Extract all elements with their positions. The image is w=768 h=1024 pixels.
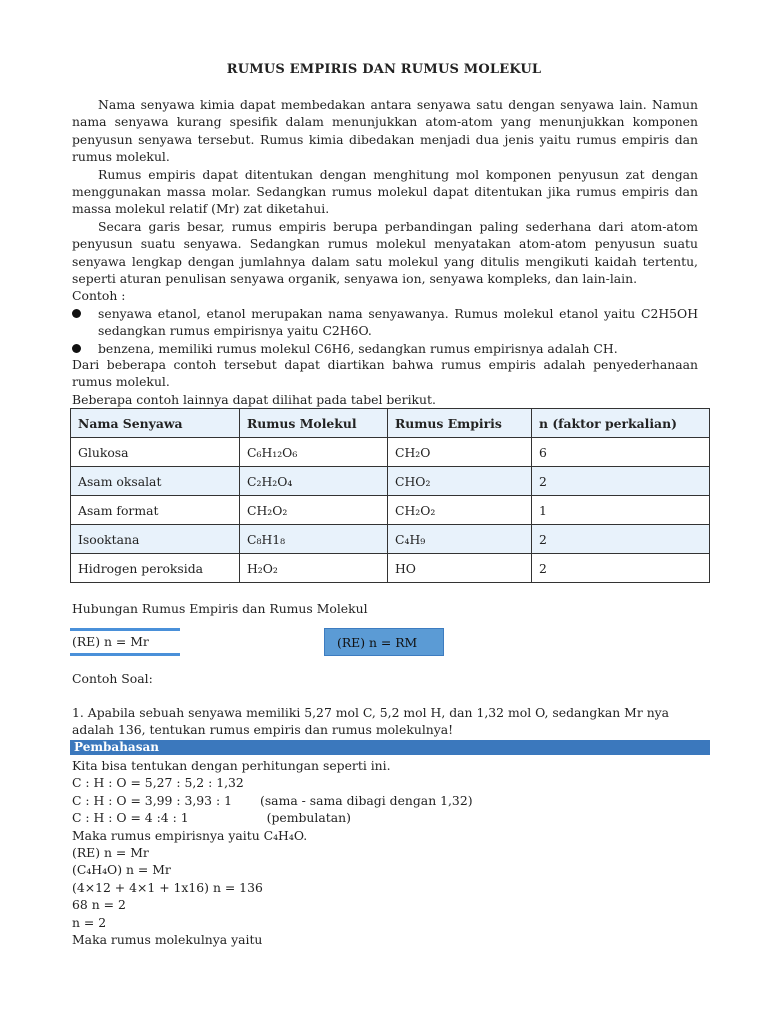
question-text: 1. Apabila sebuah senyawa memiliki 5,27 mol C, 5,2 mol H, dan 1,32 mol O, sedangkan Mr nya adalah 136, tentukan rumus empiris dan rumus molekulnya! xyxy=(72,705,670,738)
table-header-row xyxy=(71,409,710,438)
empirical-result: Maka rumus empirisnya yaitu C₄H₄O. xyxy=(72,827,308,843)
table-cell: 2 xyxy=(532,525,710,554)
table-cell: C₄H₉ xyxy=(388,525,532,554)
ratio-line-3: C : H : O = 4 :4 : 1 (pembulatan) xyxy=(72,810,351,826)
table-row xyxy=(71,525,710,554)
table-cell: Isooktana xyxy=(71,525,240,554)
step-5: n = 2 xyxy=(72,914,107,930)
intro-section xyxy=(72,96,698,357)
table-cell: CH₂O xyxy=(388,438,532,467)
document-title: RUMUS EMPIRIS DAN RUMUS MOLEKUL xyxy=(226,62,542,77)
step-1: (RE) n = Mr xyxy=(72,845,149,861)
step-3: (4×12 + 4×1 + 1x16) n = 136 xyxy=(72,879,263,895)
formula-box-right: (RE) n = RM xyxy=(324,628,444,656)
step-2: (C₄H₄O) n = Mr xyxy=(72,862,171,878)
relation-heading: Hubungan Rumus Empiris dan Rumus Molekul xyxy=(72,601,368,616)
solution-intro: Kita bisa tentukan dengan perhitungan seperti ini. xyxy=(72,758,391,773)
table-intro: Beberapa contoh lainnya dapat dilihat pada tabel berikut. xyxy=(72,391,436,407)
pembahasan-header: Pembahasan xyxy=(70,740,710,755)
table-cell: H₂O₂ xyxy=(240,554,388,583)
table-row xyxy=(71,554,710,583)
bullet-icon xyxy=(72,309,81,318)
conclusion-section xyxy=(72,356,698,408)
list-item: senyawa etanol, etanol merupakan nama senyawanya. Rumus molekul etanol yaitu C2H5OH sedangkan rumus empirisnya yaitu C2H6O. xyxy=(72,305,698,340)
example-list xyxy=(72,305,698,357)
paragraph-2: Rumus empiris dapat ditentukan dengan menghitung mol komponen penyusun zat dengan menggunakan massa molar. Sedangkan rumus molekul dapat ditentukan jika rumus empiris dan massa molekul relatif (Mr) zat diketahui. xyxy=(72,166,698,217)
table-cell: C₂H₂O₄ xyxy=(240,467,388,496)
table-cell: CH₂O₂ xyxy=(240,496,388,525)
bullet-icon xyxy=(72,344,81,353)
table-cell: 6 xyxy=(532,438,710,467)
contoh-soal-label: Contoh Soal: xyxy=(72,671,153,686)
compound-table xyxy=(70,408,710,583)
table-cell: CHO₂ xyxy=(388,467,532,496)
contoh-label: Contoh : xyxy=(72,288,126,304)
table-cell: Asam oksalat xyxy=(71,467,240,496)
ratio-line-1: C : H : O = 5,27 : 5,2 : 1,32 xyxy=(72,775,244,791)
table-cell: HO xyxy=(388,554,532,583)
conclusion-text: Dari beberapa contoh tersebut dapat diartikan bahwa rumus empiris adalah penyederhanaan rumus molekul. xyxy=(72,357,698,390)
table-cell: 1 xyxy=(532,496,710,525)
table-row xyxy=(71,467,710,496)
header-nama-senyawa: Nama Senyawa xyxy=(71,409,240,438)
solution-steps xyxy=(72,757,698,948)
table-row xyxy=(71,496,710,525)
table-cell: Hidrogen peroksida xyxy=(71,554,240,583)
table-cell: 2 xyxy=(532,554,710,583)
table-cell: C₆H₁₂O₆ xyxy=(240,438,388,467)
paragraph-1: Nama senyawa kimia dapat membedakan antara senyawa satu dengan senyawa lain. Namun nama senyawa kurang spesifik dalam menunjukkan atom-atom yang menunjukkan komponen penyusun senyawa tersebut. Rumus kimia dibedakan menjadi dua jenis yaitu rumus empiris dan rumus molekul. xyxy=(72,97,698,165)
table-cell: C₈H1₈ xyxy=(240,525,388,554)
header-rumus-molekul: Rumus Molekul xyxy=(240,409,388,438)
step-4: 68 n = 2 xyxy=(72,897,126,913)
paragraph-3: Secara garis besar, rumus empiris berupa perbandingan paling sederhana dari atom-atom penyusun suatu senyawa. Sedangkan rumus molekul menyatakan atom-atom penyusun suatu senyawa lengkap dengan jumlahnya dalam satu molekul yang ditulis mengikuti kaidah tertentu, seperti aturan penulisan senyawa organik, senyawa ion, senyawa kompleks, dan lain-lain. xyxy=(72,218,698,287)
table-cell: Glukosa xyxy=(71,438,240,467)
formula-box-left: (RE) n = Mr xyxy=(70,628,180,656)
header-rumus-empiris: Rumus Empiris xyxy=(388,409,532,438)
ratio-note-2: (sama - sama dibagi dengan 1,32) xyxy=(259,792,473,808)
header-faktor-perkalian: n (faktor perkalian) xyxy=(532,409,710,438)
table-row xyxy=(71,438,710,467)
ratio-note-3: (pembulatan) xyxy=(266,810,351,826)
table-cell: Asam format xyxy=(71,496,240,525)
table-cell: CH₂O₂ xyxy=(388,496,532,525)
list-item: benzena, memiliki rumus molekul C6H6, sedangkan rumus empirisnya adalah CH. xyxy=(72,340,698,357)
ratio-line-2: C : H : O = 3,99 : 3,93 : 1 (sama - sama dibagi dengan 1,32) xyxy=(72,792,473,808)
table-cell: 2 xyxy=(532,467,710,496)
final-text: Maka rumus molekulnya yaitu xyxy=(72,932,263,948)
